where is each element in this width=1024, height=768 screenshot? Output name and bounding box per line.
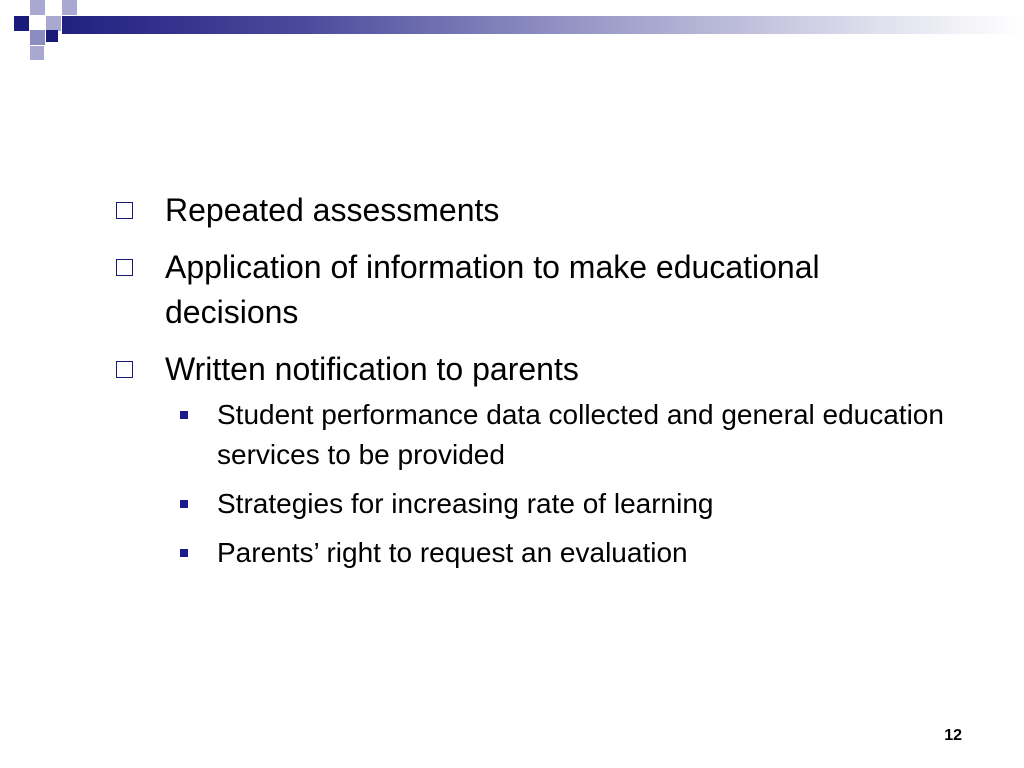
page-number: 12 bbox=[944, 727, 962, 744]
header-square-light bbox=[62, 0, 77, 15]
sub-bullet-text: Strategies for increasing rate of learning bbox=[217, 488, 714, 519]
bullet-item bbox=[0, 188, 825, 233]
hollow-square-bullet-icon bbox=[116, 259, 133, 276]
sub-bullet-text: Parents’ right to request an evaluation bbox=[217, 537, 688, 568]
sub-bullet-list bbox=[165, 395, 944, 573]
header-square-light bbox=[46, 16, 61, 31]
filled-square-bullet-icon bbox=[180, 411, 188, 419]
sub-bullet-item bbox=[0, 533, 957, 573]
hollow-square-bullet-icon bbox=[116, 361, 133, 378]
header-square-dark bbox=[14, 16, 29, 31]
header-square-light bbox=[30, 0, 45, 15]
header-square-dark bbox=[46, 30, 58, 42]
bullet-text: Written notification to parents bbox=[165, 351, 579, 387]
sub-bullet-item bbox=[0, 484, 957, 524]
hollow-square-bullet-icon bbox=[116, 202, 133, 219]
bullet-text: Repeated assessments bbox=[165, 192, 500, 228]
header-gradient-bar bbox=[62, 16, 1024, 34]
header-square-light bbox=[30, 46, 44, 60]
bullet-text: Application of information to make educational decisions bbox=[165, 249, 820, 330]
sub-bullet-item bbox=[0, 395, 957, 475]
bullet-list bbox=[0, 188, 1024, 585]
sub-bullet-text: Student performance data collected and general education services to be provided bbox=[217, 399, 944, 470]
filled-square-bullet-icon bbox=[180, 500, 188, 508]
bullet-item bbox=[0, 347, 944, 573]
bullet-item bbox=[0, 245, 825, 335]
filled-square-bullet-icon bbox=[180, 549, 188, 557]
header-square-mid bbox=[30, 30, 45, 45]
